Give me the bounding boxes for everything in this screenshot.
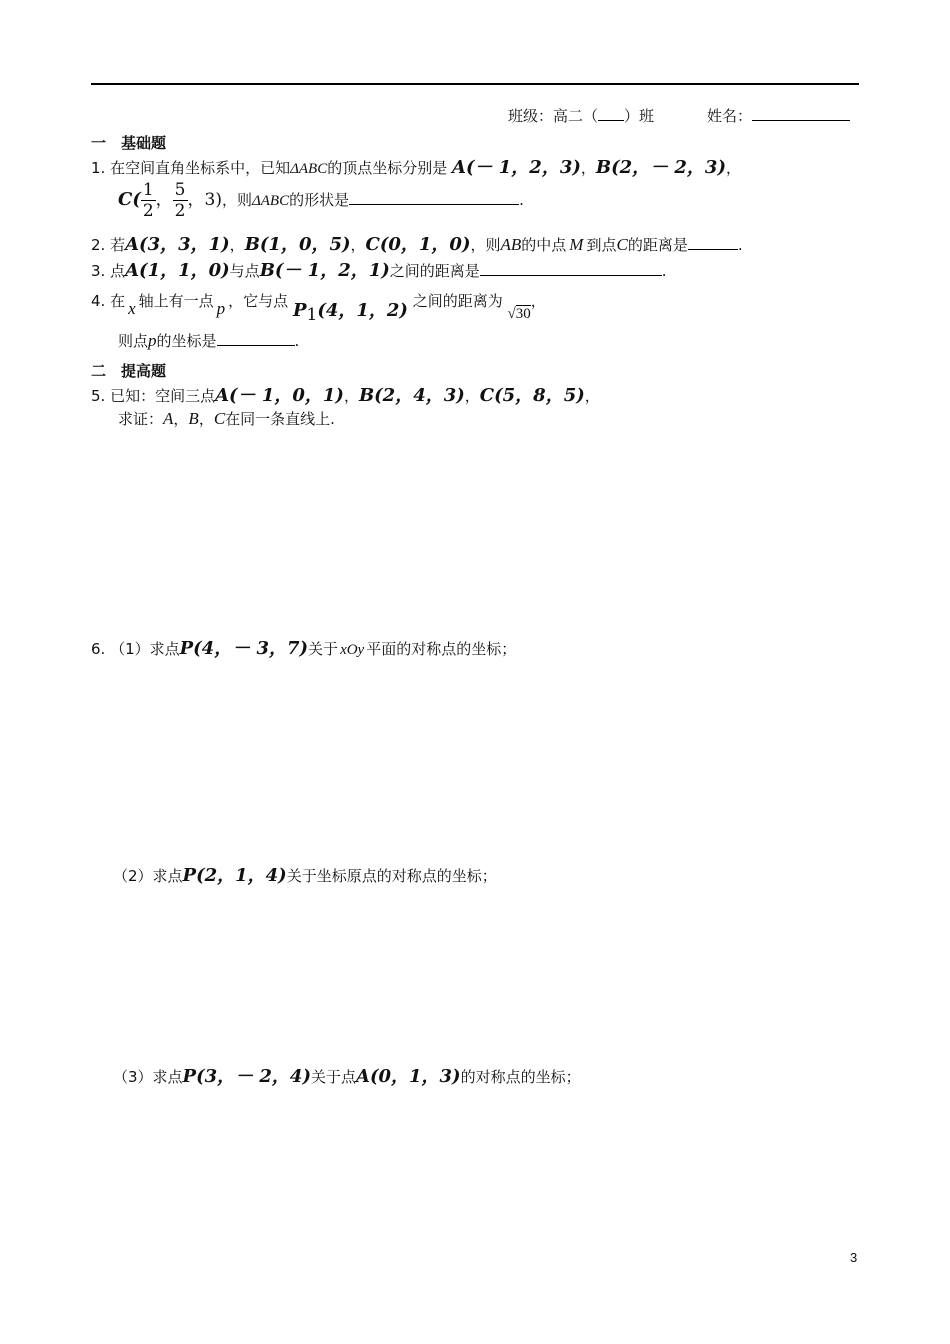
- q3-answer-blank[interactable]: [480, 261, 662, 276]
- q2-prefix: 2. 若: [91, 236, 126, 254]
- question-5-line-1: 5. 已知：空间三点A(－ 1，0，1)，B(2，4，3)，C(5，8，5)，: [91, 385, 600, 406]
- q1-mid: 的顶点坐标分别是: [327, 159, 448, 177]
- q1-triangle: ΔABC: [290, 161, 328, 177]
- q2-ab: AB: [500, 235, 522, 254]
- q2-point-c: C(0，1，0): [365, 234, 471, 255]
- question-1-line-2: [118, 180, 524, 221]
- q4-end: ，: [530, 292, 546, 310]
- q1-sep: ，: [580, 159, 596, 177]
- q1-frac-2-num: 5: [174, 180, 186, 200]
- q5-b: B: [188, 409, 199, 428]
- q2-midpoint: 的中点: [521, 236, 567, 254]
- class-label: 班级：高二（: [508, 107, 599, 125]
- q2-dist: 的距离是: [627, 236, 688, 254]
- q6-part2-text: 关于坐标原点的对称点的坐标；: [286, 867, 497, 885]
- q1-frac-2-den: 2: [174, 201, 186, 221]
- q6-part3-text1: 关于点: [310, 1068, 356, 1086]
- q4-line2-p: p: [148, 331, 157, 350]
- q4-line2-end: .: [294, 332, 300, 350]
- q6-part1-text2: 平面的对称点的坐标；: [366, 640, 517, 658]
- name-label: 姓名：: [707, 107, 753, 125]
- q4-p1-letter: P: [292, 300, 307, 321]
- section-basic-title: 一 基础题: [91, 134, 167, 152]
- q6-part2-prefix: （2）求点: [113, 867, 183, 885]
- q6-part3-text2: 的对称点的坐标；: [460, 1068, 581, 1086]
- q1-shape: 的形状是: [289, 191, 350, 209]
- q4-p1-sub: 1: [306, 305, 318, 325]
- question-4-line-1: [91, 286, 546, 325]
- q1-point-a: A(－ 1，2，3): [452, 157, 581, 178]
- q1-then: ，则: [221, 191, 252, 209]
- question-2: 2. 若A(3，3，1)，B(1，0，5)，C(0，1，0)，则AB的中点 M 到点C的距离是 .: [91, 234, 743, 255]
- q3-with: 与点: [229, 262, 260, 280]
- question-1-line-1: [91, 153, 741, 179]
- q4-sqrt-value: 30: [515, 306, 531, 322]
- q3-point-b: B(－ 1，2，1): [259, 260, 390, 281]
- q1-comma: ，: [155, 190, 173, 210]
- q2-answer-blank[interactable]: [688, 235, 738, 250]
- header-rule: [91, 83, 859, 85]
- q1-frac-1-den: 2: [142, 201, 154, 221]
- q1-frac-2: [173, 180, 188, 221]
- q6-part1-point: P(4，－ 3，7): [179, 638, 309, 659]
- q6-part1-text1: 关于: [308, 640, 339, 658]
- q1-frac-1-num: 1: [142, 180, 154, 200]
- q2-to: 到点: [586, 236, 617, 254]
- q6-part1-plane: xOy: [340, 642, 365, 658]
- q4-line2-prefix: 则点: [118, 332, 149, 350]
- q6-part3-point: P(3，－ 2，4): [182, 1066, 311, 1087]
- q5-point-a: A(－ 1，0，1): [215, 385, 344, 406]
- q1-prefix: 1. 在空间直角坐标系中，已知: [91, 159, 291, 177]
- q1-c-close: ，3): [187, 190, 222, 210]
- class-blank[interactable]: [598, 106, 624, 121]
- q1-frac-1: [141, 180, 156, 221]
- class-field: [508, 105, 654, 126]
- q2-point-a: A(3，3，1): [125, 234, 230, 255]
- q6-part3-point-a: A(0，1，3): [355, 1066, 461, 1087]
- q6-part1-prefix: 6. （1）求点: [91, 640, 180, 658]
- page-number: 3: [850, 1250, 858, 1265]
- name-field: [707, 105, 850, 126]
- q1-c-open: C(: [118, 189, 141, 210]
- q3-end: .: [661, 262, 667, 280]
- question-6-part-3: [113, 1062, 581, 1088]
- q6-part3-prefix: （3）求点: [113, 1068, 183, 1086]
- q1-sep-2: ，: [725, 159, 741, 177]
- question-6-part-2: [113, 861, 497, 887]
- q1-point-b: B(2，－ 2，3): [595, 157, 726, 178]
- q5-point-b: B(2，4，3): [358, 385, 465, 406]
- q4-with: ，它与点: [228, 292, 289, 310]
- q4-answer-blank[interactable]: [217, 331, 295, 346]
- q4-prefix: 4. 在: [91, 292, 126, 310]
- q2-m: M: [569, 235, 584, 254]
- q3-dist: 之间的距离是: [389, 262, 480, 280]
- question-6-part-1: [91, 634, 516, 660]
- q6-part2-point: P(2，1，4): [182, 865, 287, 886]
- question-4-line-2: [118, 330, 299, 351]
- q4-sqrt: √30: [507, 306, 531, 322]
- q4-axis: 轴上有一点: [138, 292, 214, 310]
- q1-answer-blank[interactable]: [349, 190, 519, 205]
- q2-then: ，则: [470, 236, 501, 254]
- q1-end: .: [519, 191, 524, 209]
- section-advanced-title: 二 提高题: [91, 362, 167, 380]
- q1-triangle-2: ΔABC: [251, 193, 290, 209]
- q5-line2-text: 在同一条直线上.: [225, 410, 335, 428]
- q3-point-a: A(1，1，0): [125, 260, 230, 281]
- q2-c: C: [616, 235, 628, 254]
- q5-line2-prefix: 求证：: [118, 410, 164, 428]
- q2-end: .: [737, 236, 743, 254]
- q4-line2-text: 的坐标是: [156, 332, 217, 350]
- q5-a: A: [163, 409, 174, 428]
- q5-point-c: C(5，8，5): [479, 385, 585, 406]
- q5-c: C: [213, 409, 226, 428]
- q3-prefix: 3. 点: [91, 262, 126, 280]
- name-blank[interactable]: [752, 106, 850, 121]
- q4-dist: 之间的距离为: [412, 292, 503, 310]
- class-suffix: ）班: [624, 107, 655, 125]
- question-3: [91, 256, 667, 282]
- q5-prefix: 5. 已知：空间三点: [91, 387, 216, 405]
- q4-p1-point: [292, 300, 408, 325]
- q4-x: x: [128, 299, 136, 318]
- q2-point-b: B(1，0，5): [244, 234, 351, 255]
- question-5-line-2: 求证：A，B，C在同一条直线上.: [118, 409, 335, 428]
- q4-p: p: [216, 299, 226, 318]
- q4-p1-coords: (4，1，2): [317, 300, 408, 321]
